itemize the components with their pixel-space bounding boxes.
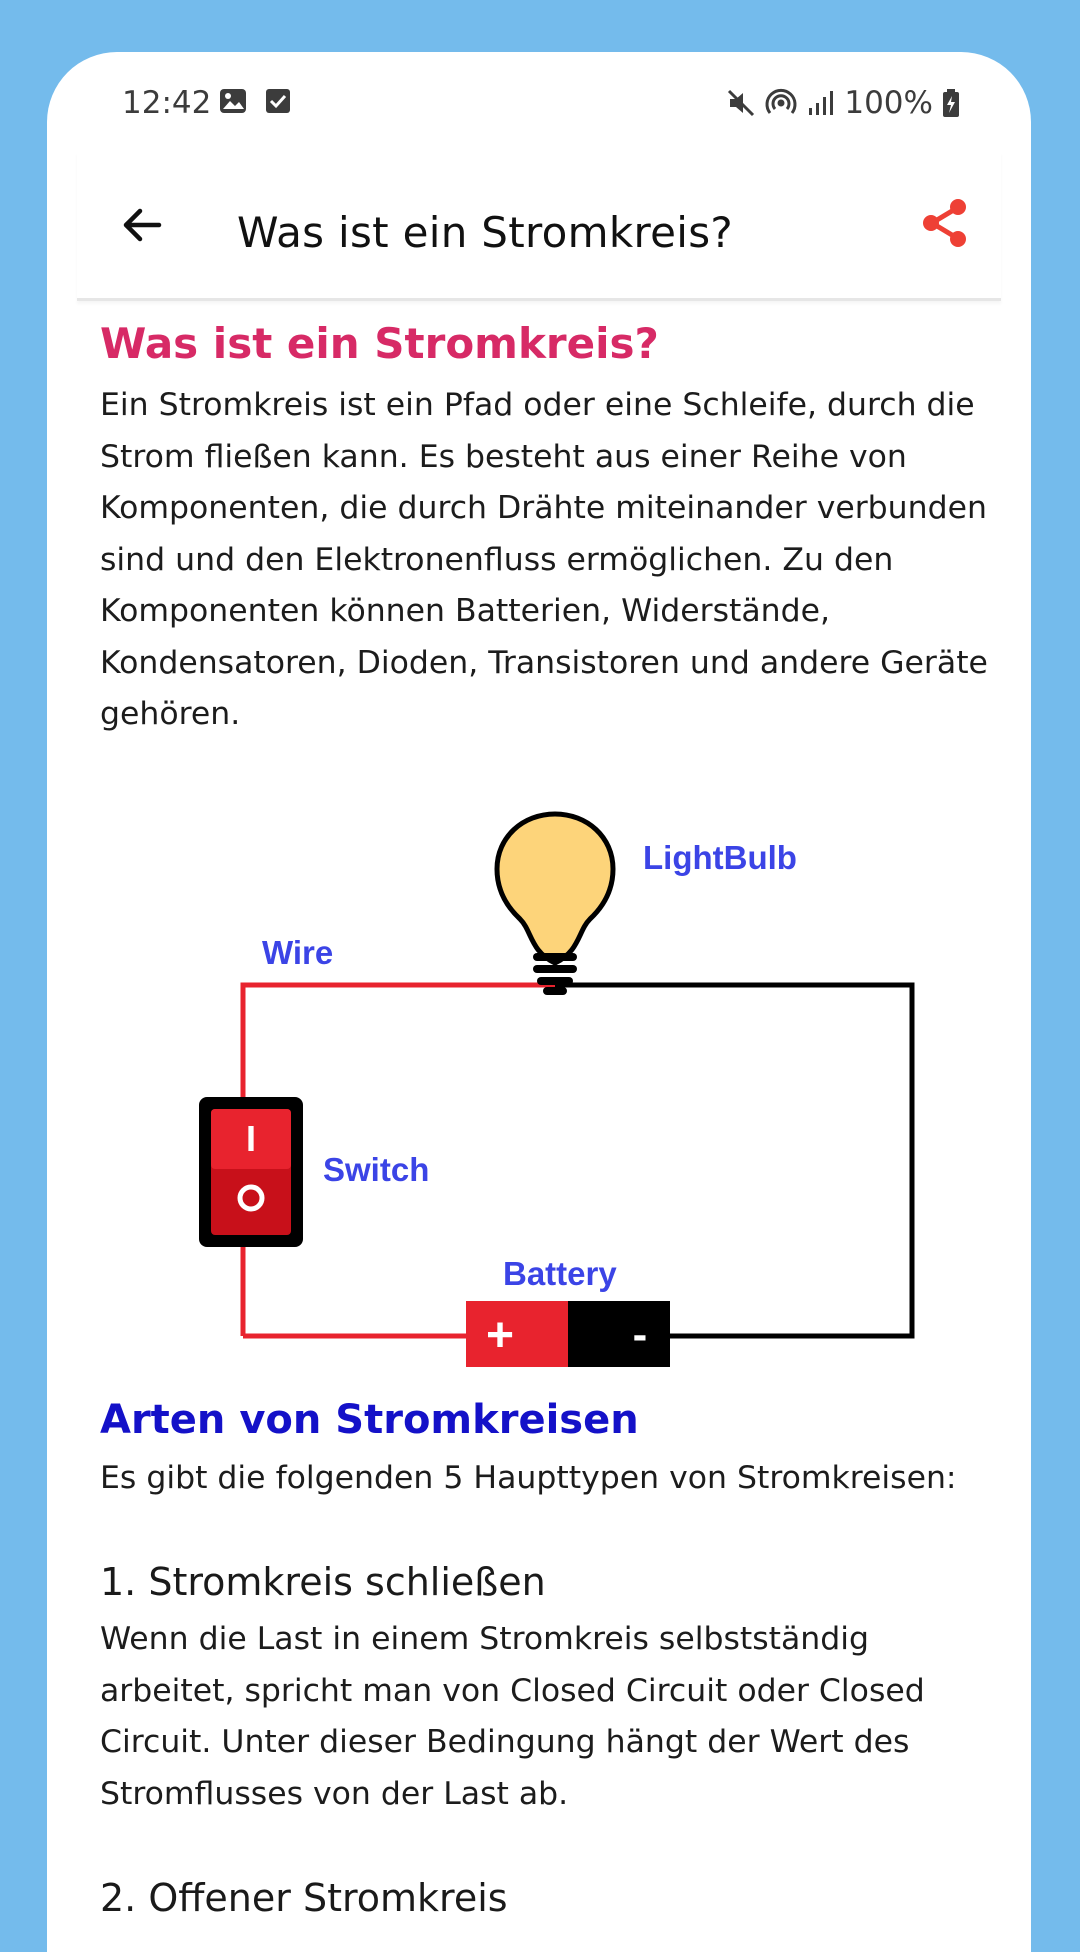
article-content (100, 318, 1000, 1930)
switch-on-label: I (245, 1117, 257, 1159)
lightbulb-icon (497, 814, 613, 995)
article-intro: Ein Stromkreis ist ein Pfad oder eine Schleife, durch die Strom fließen kann. Es besteht aus einer Reihe von Komponenten, die durch Drähte miteinander verbunden sind und den Elektronenfluss ermöglichen. Zu den Komponenten können Batterien, Widerstände, Kondensatoren, Dioden, Transistoren und andere Geräte gehören. (100, 387, 988, 732)
checkbox-icon (265, 88, 291, 114)
hotspot-icon (764, 88, 798, 118)
circuit-diagram-svg (100, 771, 1000, 1381)
app-bar (77, 152, 1001, 301)
types-intro: Es gibt die folgenden 5 Haupttypen von Stromkreisen: (100, 1459, 957, 1496)
type1-heading: 1. Stromkreis schließen (100, 1560, 546, 1604)
signal-icon (806, 88, 836, 118)
status-time: 12:42 (122, 85, 212, 121)
switch-label: Switch (323, 1150, 430, 1188)
article-heading: Was ist ein Stromkreis? (100, 319, 659, 368)
status-bar (47, 52, 1031, 152)
battery-label: Battery (503, 1254, 617, 1292)
circuit-diagram (100, 771, 1000, 1381)
status-right (726, 85, 961, 121)
page-title: Was ist ein Stromkreis? (237, 208, 733, 257)
type1-text: Wenn die Last in einem Stromkreis selbstständig arbeitet, spricht man von Closed Circuit oder Closed Circuit. Unter dieser Bedingung hängt der Wert des Stromflusses von der Last ab. (100, 1621, 925, 1812)
battery-plus: + (485, 1308, 515, 1362)
switch-icon (199, 1097, 303, 1247)
battery-icon (466, 1301, 670, 1367)
types-heading: Arten von Stromkreisen (100, 1396, 639, 1443)
wire-label: Wire (262, 933, 334, 971)
mute-icon (726, 88, 756, 118)
phone-screen (47, 52, 1031, 1952)
arrow-back-icon[interactable] (117, 200, 167, 250)
battery-charging-icon (941, 88, 961, 118)
share-icon[interactable] (919, 197, 971, 249)
battery-percent: 100% (844, 85, 933, 121)
lightbulb-label: LightBulb (643, 838, 797, 876)
battery-minus: - (632, 1309, 648, 1359)
type2-heading: 2. Offener Stromkreis (100, 1876, 508, 1920)
image-icon (219, 88, 247, 114)
